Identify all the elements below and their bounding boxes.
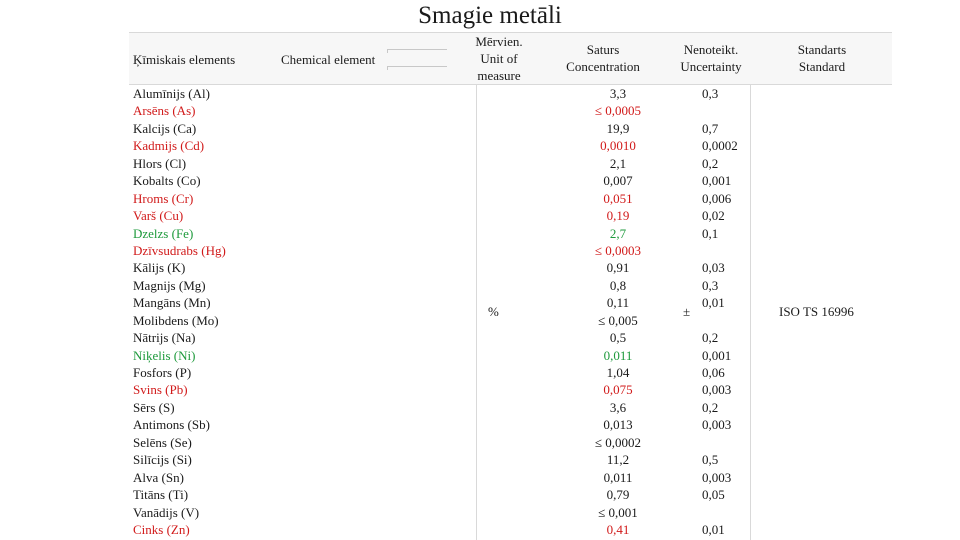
concentration-value: 11,2: [606, 452, 630, 468]
header-element-lv: Ķīmiskais elements: [133, 52, 236, 67]
header-std-en: Standard: [798, 59, 846, 74]
concentration-value: 0,075: [603, 382, 633, 398]
concentration-value: 0,8: [609, 277, 627, 293]
concentration-value: ≤ 0,0002: [594, 434, 642, 450]
concentration-value: 0,013: [603, 417, 633, 433]
concentration-value: 0,011: [603, 469, 633, 485]
element-name: Sērs (S): [133, 399, 175, 415]
concentration-value: 0,79: [606, 487, 630, 503]
concentration-value: 3,6: [609, 399, 627, 415]
concentration-value: ≤ 0,0003: [594, 242, 642, 258]
concentration-value: ≤ 0,0005: [594, 103, 642, 119]
concentration-value: 0,051: [603, 190, 633, 206]
header-unit: [455, 33, 543, 84]
header-unit-en-2: measure: [477, 68, 521, 83]
header-std-lv: Standarts: [797, 42, 847, 57]
header-conc-lv: Saturs: [586, 42, 620, 57]
concentration-value: ≤ 0,005: [598, 312, 638, 328]
element-name: Arsēns (As): [133, 103, 196, 119]
element-name: Selēns (Se): [133, 434, 192, 450]
element-name: Silīcijs (Si): [133, 452, 192, 468]
element-name: Magnijs (Mg): [133, 277, 206, 293]
uncertainty-value: 0,003: [702, 417, 732, 433]
concentration-value: 2,1: [609, 155, 627, 171]
uncertainty-value: 0,001: [702, 347, 732, 363]
uncertainty-value: [702, 242, 738, 259]
uncertainty-value: 0,02: [702, 208, 725, 224]
uncertainty-value: 0,05: [702, 487, 725, 503]
header-unc-lv: Nenoteikt.: [683, 42, 739, 57]
element-name: Molibdens (Mo): [133, 312, 219, 328]
header-standard: [777, 41, 867, 75]
uncertainty-value: 0,01: [702, 295, 725, 311]
element-name: Niķelis (Ni): [133, 347, 196, 363]
uncertainty-value: [702, 434, 738, 451]
element-name: Varš (Cu): [133, 208, 184, 224]
uncertainty-value: [702, 312, 738, 329]
uncertainty-value: [702, 504, 738, 521]
header-uncertainty: [666, 41, 756, 75]
element-name: Cinks (Zn): [133, 521, 190, 537]
header-conc-en: Concentration: [566, 59, 640, 74]
header-unit-en-1: Unit of: [480, 51, 518, 66]
uncertainty-column: [702, 85, 738, 538]
element-name: Vanādijs (V): [133, 504, 200, 520]
element-name: Fosfors (P): [133, 365, 192, 380]
uncertainty-value: 0,3: [702, 86, 719, 101]
element-name: Mangāns (Mn): [133, 295, 211, 311]
uncertainty-value: 0,2: [702, 155, 719, 171]
uncertainty-value: 0,7: [702, 120, 719, 136]
element-name: Dzelzs (Fe): [133, 225, 194, 241]
element-name: Hlors (Cl): [133, 155, 187, 171]
uncertainty-value: 0,06: [702, 365, 725, 380]
concentration-value: 0,007: [603, 173, 633, 189]
uncertainty-value: 0,0002: [702, 138, 738, 154]
header-element-en: Chemical element: [281, 52, 376, 67]
element-name: Kadmijs (Cd): [133, 138, 205, 154]
concentration-value: 0,11: [606, 295, 630, 311]
concentration-value: 0,5: [609, 330, 627, 346]
concentration-value: 0,0010: [600, 138, 636, 154]
header-unit-lv: Mērvien.: [475, 34, 523, 49]
concentration-value: 0,19: [606, 208, 630, 224]
uncertainty-value: 0,01: [702, 521, 725, 537]
concentration-value: 0,91: [606, 260, 630, 276]
concentration-column: [578, 85, 658, 538]
unit-value: %: [488, 304, 499, 319]
plus-minus-sign: ±: [683, 304, 691, 319]
element-name: Alva (Sn): [133, 469, 184, 485]
uncertainty-value: 0,003: [702, 382, 732, 398]
element-name: Kalcijs (Ca): [133, 120, 197, 136]
column-divider: [750, 84, 751, 540]
uncertainty-value: 0,001: [702, 173, 732, 189]
element-name: Kālijs (K): [133, 260, 186, 276]
concentration-value: 0,011: [603, 347, 633, 363]
element-name: Kobalts (Co): [133, 173, 201, 189]
header-bracket-line: [387, 66, 447, 67]
uncertainty-value: 0,003: [702, 469, 732, 485]
element-name: Antimons (Sb): [133, 417, 210, 433]
header-bracket-line: [387, 49, 447, 50]
uncertainty-value: 0,2: [702, 399, 719, 415]
element-name: Titāns (Ti): [133, 487, 189, 503]
column-divider: [476, 84, 477, 540]
header-unc-en: Uncertainty: [680, 59, 742, 74]
concentration-value: 1,04: [606, 365, 630, 380]
uncertainty-value: 0,1: [702, 225, 719, 241]
uncertainty-value: [702, 102, 738, 119]
uncertainty-value: 0,03: [702, 260, 725, 276]
page-title: Smagie metāli: [418, 2, 562, 29]
concentration-value: 3,3: [609, 86, 627, 101]
concentration-value: 2,7: [609, 225, 627, 241]
element-name: Svins (Pb): [133, 382, 188, 398]
concentration-value: 0,41: [606, 521, 630, 537]
uncertainty-value: 0,5: [702, 452, 719, 468]
element-name: Dzīvsudrabs (Hg): [133, 242, 226, 258]
header-bracket-tick: [387, 49, 388, 53]
standard-value: ISO TS 16996: [779, 304, 854, 319]
header-concentration: [558, 41, 648, 75]
concentration-value: 19,9: [606, 120, 630, 136]
uncertainty-value: 0,006: [702, 190, 732, 206]
header-bottom-border: [129, 84, 892, 85]
uncertainty-value: 0,3: [702, 277, 719, 293]
element-name: Hroms (Cr): [133, 190, 194, 206]
concentration-value: ≤ 0,001: [598, 504, 638, 520]
uncertainty-value: 0,2: [702, 330, 719, 346]
header-bracket-tick: [387, 66, 388, 70]
element-names-column: [133, 85, 226, 538]
element-name: Alumīnijs (Al): [133, 86, 210, 101]
element-name: Nātrijs (Na): [133, 330, 196, 346]
